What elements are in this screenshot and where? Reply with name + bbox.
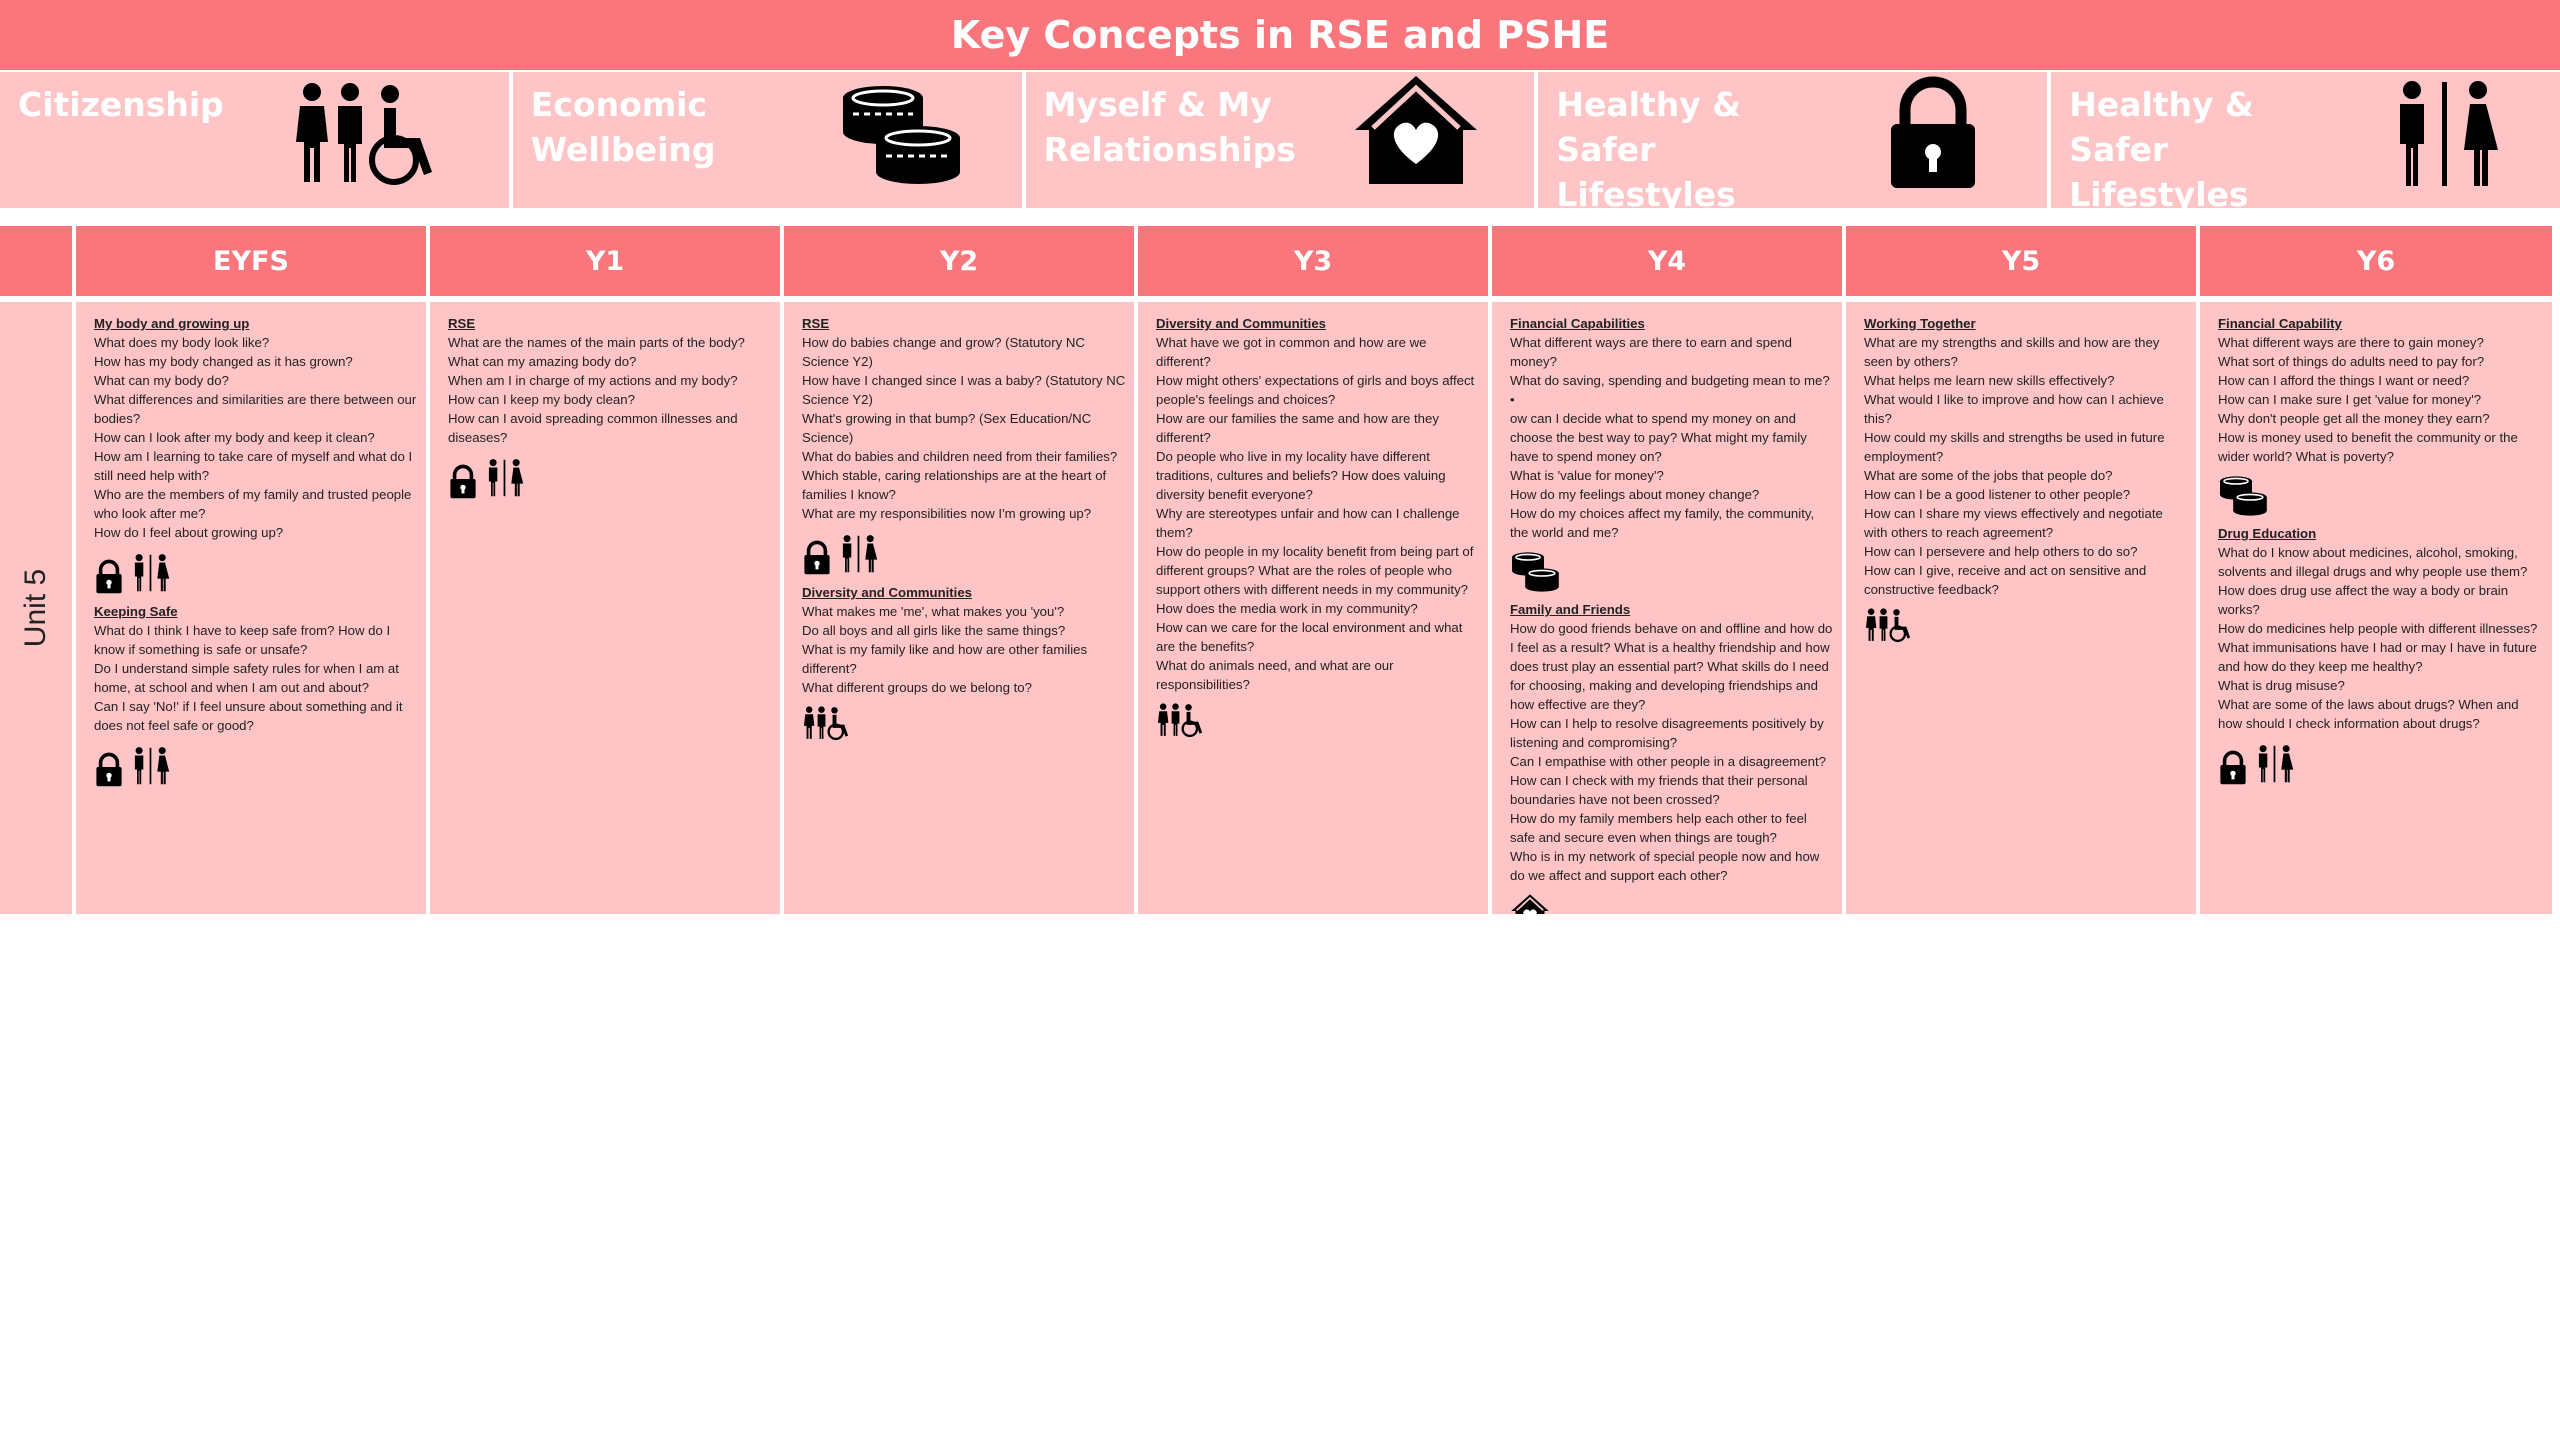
question-line: What's growing in that bump? (Sex Education/NC Science) bbox=[802, 411, 1092, 445]
question-line: How are our families the same and how are they different? bbox=[1156, 411, 1439, 445]
question-line: How do good friends behave on and offline and how do I feel as a result? What is a healthy friendship and how does trust play an essential part? What skills do I need for choosing, making and developing friendships and how effective are they? bbox=[1510, 621, 1833, 712]
page-title: Key Concepts in RSE and PSHE bbox=[0, 0, 2560, 70]
question-line: How might others' expectations of girls and boys affect people's feelings and choices? bbox=[1156, 373, 1475, 407]
question-line: How could my skills and strengths be used in future employment? bbox=[1864, 430, 2165, 464]
year-column-eyfs bbox=[76, 302, 426, 914]
theme-citizenship bbox=[0, 72, 509, 208]
question-line: What does my body look like? bbox=[94, 335, 270, 350]
theme-label: Myself & My Relationships bbox=[1043, 85, 1296, 169]
question-line: How do babies change and grow? (Statutory NC Science Y2) bbox=[802, 335, 1085, 369]
year-header: Y4 bbox=[1492, 226, 1842, 296]
theme-icons bbox=[2218, 474, 2544, 518]
theme-icons bbox=[94, 743, 418, 789]
section-title: Financial Capabilities bbox=[1510, 316, 1645, 331]
question-line: What are some of the laws about drugs? When and how should I check information about drugs? bbox=[2218, 697, 2519, 731]
question-line: Can I say 'No!' if I feel unsure about something and it does not feel safe or good? bbox=[94, 699, 403, 733]
theme-healthy-safer bbox=[1538, 72, 2047, 214]
question-line: Why don't people get all the money they earn? bbox=[2218, 411, 2490, 426]
question-line: What do babies and children need from their families? bbox=[802, 449, 1118, 464]
question-line: Who is in my network of special people now and how do we affect and support each other? bbox=[1510, 849, 1820, 883]
theme-healthy-safer-rse bbox=[2051, 72, 2560, 214]
year-column-y4 bbox=[1492, 302, 1842, 914]
question-line: What are some of the jobs that people do? bbox=[1864, 468, 2113, 483]
unit-label: Unit 5 bbox=[19, 568, 52, 648]
man-woman-icon bbox=[2386, 78, 2506, 190]
padlock-icon bbox=[802, 539, 832, 577]
house-heart-icon bbox=[1510, 893, 1550, 914]
question-line: What sort of things do adults need to pay for? bbox=[2218, 354, 2485, 369]
year-column-y5 bbox=[1846, 302, 2196, 914]
year-header: Y6 bbox=[2200, 226, 2552, 296]
question-line: Who are the members of my family and trusted people who look after me? bbox=[94, 487, 412, 521]
question-line: How can I avoid spreading common illnesses and diseases? bbox=[448, 411, 738, 445]
section-title: Drug Education bbox=[2218, 526, 2317, 541]
year-header-row bbox=[0, 226, 2560, 296]
question-line: How can I persevere and help others to do so? bbox=[1864, 544, 2138, 559]
question-line: What immunisations have I had or may I have in future and how do they keep me healthy? bbox=[2218, 640, 2537, 674]
section-title: Diversity and Communities bbox=[802, 585, 973, 600]
house-heart-icon bbox=[1351, 72, 1481, 188]
theme-icons bbox=[1864, 607, 2188, 643]
question-line: What have we got in common and how are we different? bbox=[1156, 335, 1427, 369]
question-line: Do people who live in my locality have different traditions, cultures and beliefs? How does valuing diversity benefit everyone? bbox=[1156, 449, 1446, 502]
question-line: What do animals need, and what are our responsibilities? bbox=[1156, 658, 1394, 692]
year-header: Y3 bbox=[1138, 226, 1488, 296]
year-header: Y2 bbox=[784, 226, 1134, 296]
question-line: How can I give, receive and act on sensitive and constructive feedback? bbox=[1864, 563, 2147, 597]
question-line: Which stable, caring relationships are at the heart of families I know? bbox=[802, 468, 1107, 502]
question-line: What is 'value for money'? bbox=[1510, 468, 1664, 483]
question-line: What are my strengths and skills and how are they seen by others? bbox=[1864, 335, 2160, 369]
question-line: How can I make sure I get 'value for money'? bbox=[2218, 392, 2482, 407]
question-line: How can I help to resolve disagreements positively by listening and compromising? bbox=[1510, 716, 1824, 750]
question-line: How can I check with my friends that their personal boundaries have not been crossed? bbox=[1510, 773, 1808, 807]
question-line: What different groups do we belong to? bbox=[802, 680, 1032, 695]
question-line: What different ways are there to gain money? bbox=[2218, 335, 2484, 350]
man-woman-icon bbox=[838, 531, 880, 577]
people-wheelchair-icon bbox=[290, 78, 450, 188]
section-title: RSE bbox=[802, 316, 830, 331]
question-line: What makes me 'me', what makes you 'you'? bbox=[802, 604, 1065, 619]
question-line: Why are stereotypes unfair and how can I challenge them? bbox=[1156, 506, 1460, 540]
question-line: What is drug misuse? bbox=[2218, 678, 2345, 693]
section-title: My body and growing up bbox=[94, 316, 250, 331]
theme-icons bbox=[1510, 550, 1834, 594]
theme-icons bbox=[448, 455, 772, 501]
section-title: Family and Friends bbox=[1510, 602, 1631, 617]
question-line: What can my body do? bbox=[94, 373, 229, 388]
padlock-icon bbox=[448, 463, 478, 501]
coins-icon bbox=[1510, 550, 1562, 594]
question-line: What is my family like and how are other families different? bbox=[802, 642, 1088, 676]
section-title: Working Together bbox=[1864, 316, 1976, 331]
year-column-y3 bbox=[1138, 302, 1488, 914]
question-line: How do people in my locality benefit from being part of different groups? What are the roles of people who support others with different needs in my community? bbox=[1156, 544, 1474, 597]
question-line: Do all boys and all girls like the same things? bbox=[802, 623, 1066, 638]
unit-row bbox=[0, 302, 2560, 914]
question-line: Can I empathise with other people in a disagreement? bbox=[1510, 754, 1826, 769]
theme-economic-wellbeing bbox=[513, 72, 1022, 208]
question-line: ow can I decide what to spend my money on and choose the best way to pay? What might my family have to spend money on? bbox=[1510, 411, 1807, 464]
question-line: How do medicines help people with different illnesses? bbox=[2218, 621, 2538, 636]
man-woman-icon bbox=[2254, 741, 2296, 787]
question-line: How can I keep my body clean? bbox=[448, 392, 635, 407]
question-line: What do I know about medicines, alcohol, smoking, solvents and illegal drugs and why people use them? bbox=[2218, 545, 2528, 579]
coins-icon bbox=[2218, 474, 2270, 518]
padlock-icon bbox=[1883, 76, 1983, 192]
question-line: How do I feel about growing up? bbox=[94, 525, 284, 540]
year-header: Y1 bbox=[430, 226, 780, 296]
theme-myself-relationships bbox=[1026, 72, 1535, 208]
question-line: How do my choices affect my family, the community, the world and me? bbox=[1510, 506, 1815, 540]
people-wheelchair-icon bbox=[1864, 607, 1916, 643]
question-line: What are my responsibilities now I'm growing up? bbox=[802, 506, 1092, 521]
theme-row bbox=[0, 72, 2560, 214]
coins-icon bbox=[838, 80, 968, 190]
theme-icons bbox=[1510, 893, 1834, 914]
question-line: What helps me learn new skills effectively? bbox=[1864, 373, 2115, 388]
year-column-y6 bbox=[2200, 302, 2552, 914]
man-woman-icon bbox=[130, 743, 172, 789]
unit-cell bbox=[0, 302, 72, 914]
padlock-icon bbox=[94, 558, 124, 596]
theme-label: Healthy & Safer Lifestyles bbox=[1556, 85, 1742, 214]
year-column-y1 bbox=[430, 302, 780, 914]
theme-icons bbox=[802, 531, 1126, 577]
question-line: How is money used to benefit the community or the wider world? What is poverty? bbox=[2218, 430, 2518, 464]
question-line: What differences and similarities are there between our bodies? bbox=[94, 392, 417, 426]
padlock-icon bbox=[94, 751, 124, 789]
theme-label: Economic Wellbeing bbox=[530, 85, 716, 169]
question-line: How can I afford the things I want or need? bbox=[2218, 373, 2470, 388]
year-header: EYFS bbox=[76, 226, 426, 296]
question-line: What do saving, spending and budgeting mean to me?• bbox=[1510, 373, 1830, 407]
question-line: When am I in charge of my actions and my body? bbox=[448, 373, 738, 388]
question-line: How have I changed since I was a baby? (Statutory NC Science Y2) bbox=[802, 373, 1126, 407]
question-line: Do I understand simple safety rules for when I am at home, at school and when I am out and about? bbox=[94, 661, 399, 695]
theme-icons bbox=[94, 550, 418, 596]
section-title: Diversity and Communities bbox=[1156, 316, 1327, 331]
man-woman-icon bbox=[130, 550, 172, 596]
theme-icons bbox=[802, 705, 1126, 741]
question-line: What do I think I have to keep safe from? How do I know if something is safe or unsafe? bbox=[94, 623, 391, 657]
section-title: RSE bbox=[448, 316, 476, 331]
theme-icons bbox=[1156, 702, 1480, 738]
question-line: What can my amazing body do? bbox=[448, 354, 637, 369]
header-corner bbox=[0, 226, 72, 296]
question-line: What different ways are there to earn and spend money? bbox=[1510, 335, 1792, 369]
question-line: What would I like to improve and how can I achieve this? bbox=[1864, 392, 2164, 426]
section-title: Keeping Safe bbox=[94, 604, 178, 619]
question-line: How am I learning to take care of myself and what do I still need help with? bbox=[94, 449, 413, 483]
theme-label: Healthy & Safer Lifestyles bbox=[2069, 85, 2254, 214]
year-header: Y5 bbox=[1846, 226, 2196, 296]
question-line: How can I look after my body and keep it clean? bbox=[94, 430, 375, 445]
question-line: How can I be a good listener to other people? bbox=[1864, 487, 2131, 502]
people-wheelchair-icon bbox=[1156, 702, 1208, 738]
section-title: Financial Capability bbox=[2218, 316, 2342, 331]
question-line: How has my body changed as it has grown? bbox=[94, 354, 353, 369]
man-woman-icon bbox=[484, 455, 526, 501]
year-column-y2 bbox=[784, 302, 1134, 914]
question-line: How does the media work in my community? bbox=[1156, 601, 1418, 616]
question-line: How do my family members help each other to feel safe and secure even when things are tough? bbox=[1510, 811, 1807, 845]
theme-icons bbox=[2218, 741, 2544, 787]
question-line: What are the names of the main parts of the body? bbox=[448, 335, 745, 350]
question-line: How can I share my views effectively and negotiate with others to reach agreement? bbox=[1864, 506, 2163, 540]
theme-label: Citizenship bbox=[18, 85, 224, 124]
question-line: How do my feelings about money change? bbox=[1510, 487, 1760, 502]
question-line: How can we care for the local environment and what are the benefits? bbox=[1156, 620, 1463, 654]
padlock-icon bbox=[2218, 749, 2248, 787]
question-line: How does drug use affect the way a body or brain works? bbox=[2218, 583, 2509, 617]
people-wheelchair-icon bbox=[802, 705, 854, 741]
